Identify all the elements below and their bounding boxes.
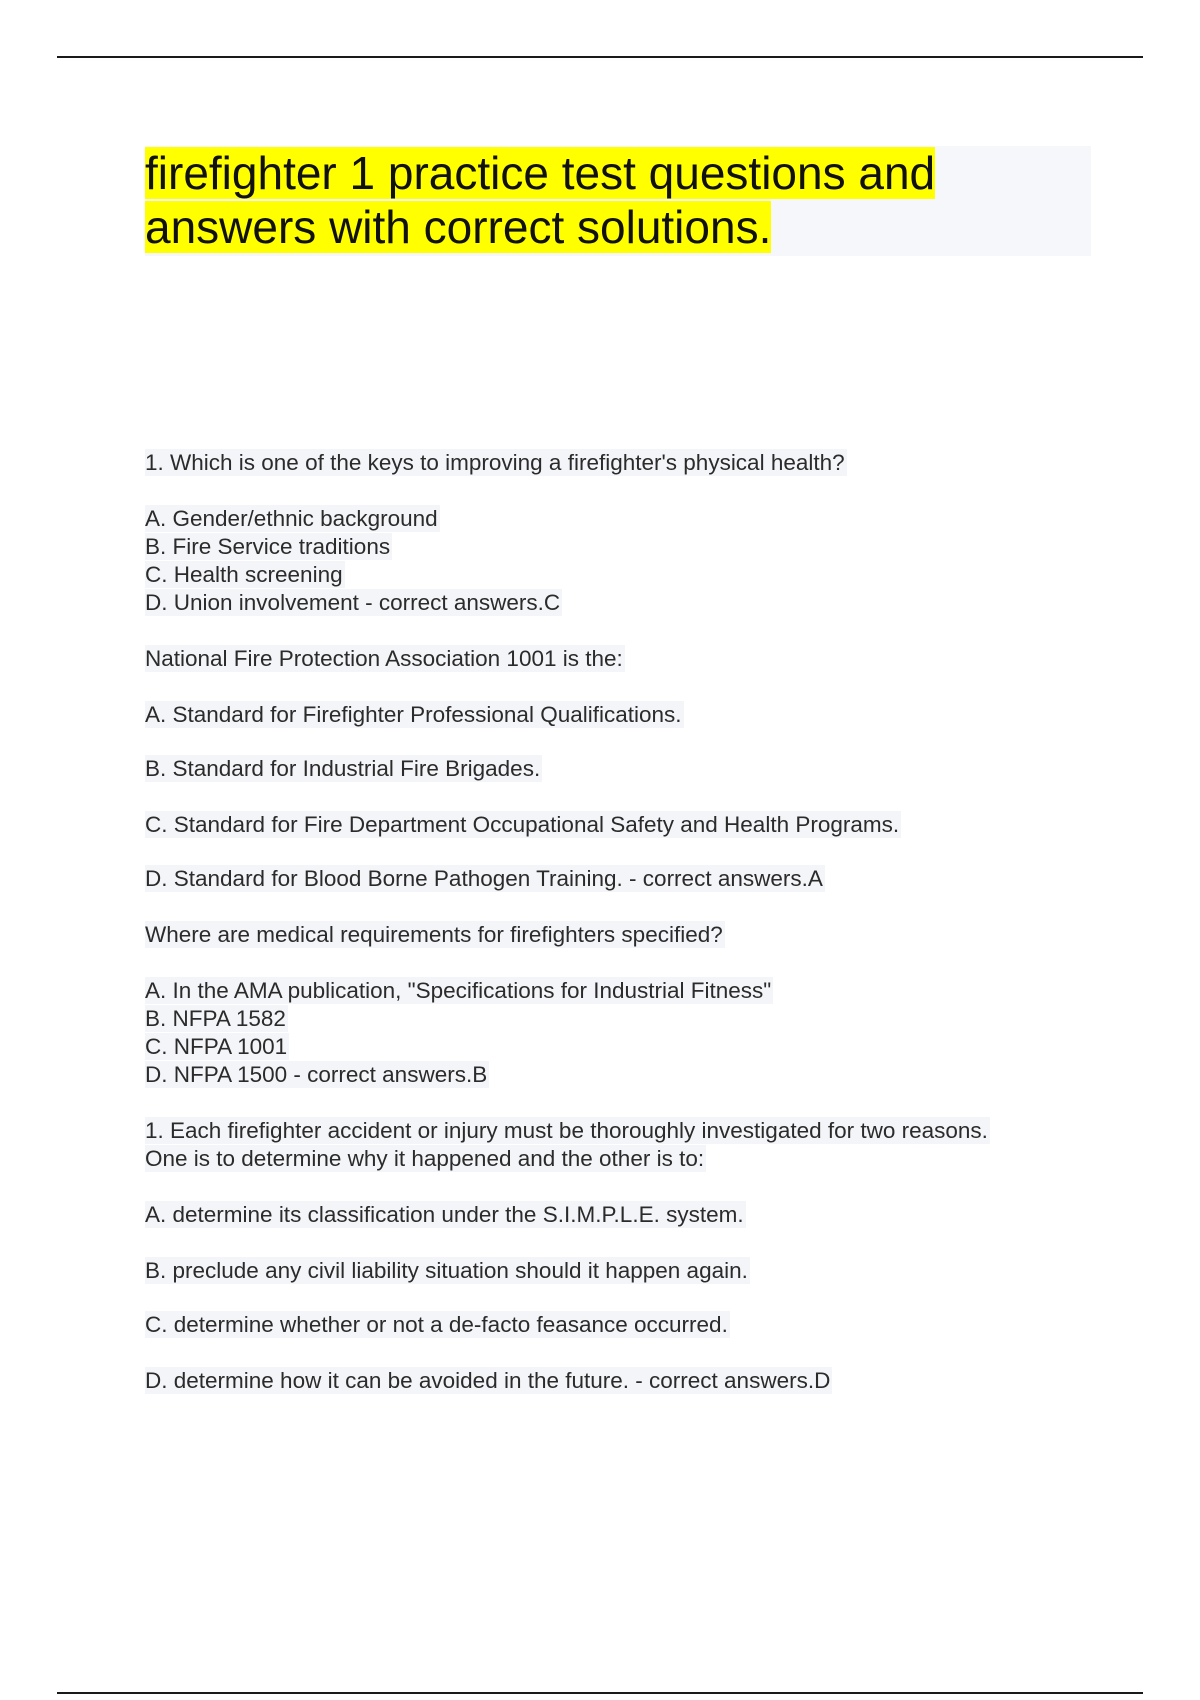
question-4-option-b: B. preclude any civil liability situation should it happen again. <box>145 1258 748 1283</box>
document-body <box>145 449 1091 1395</box>
question-4-option-a: A. determine its classification under the S.I.M.P.L.E. system. <box>145 1202 744 1227</box>
question-1-option-c: C. Health screening <box>145 562 343 587</box>
question-3-option-c: C. NFPA 1001 <box>145 1034 288 1059</box>
question-1-stem: 1. Which is one of the keys to improving a firefighter's physical health? <box>145 450 845 475</box>
question-1-option-a: A. Gender/ethnic background <box>145 506 438 531</box>
title-block <box>145 146 1091 256</box>
question-4-option-d: D. determine how it can be avoided in the future. - correct answers.D <box>145 1368 831 1393</box>
question-2 <box>145 645 1091 893</box>
document-title <box>145 146 1091 254</box>
question-1 <box>145 449 1091 617</box>
question-3 <box>145 921 1091 1089</box>
question-4-stem-line-1: 1. Each firefighter accident or injury must be thoroughly investigated for two reasons. <box>145 1118 988 1143</box>
question-4-stem-line-2: One is to determine why it happened and the other is to: <box>145 1146 705 1171</box>
question-1-option-d: D. Union involvement - correct answers.C <box>145 590 561 615</box>
footer-rule <box>57 1692 1143 1694</box>
question-2-option-d: D. Standard for Blood Borne Pathogen Training. - correct answers.A <box>145 866 823 891</box>
question-4-option-c: C. determine whether or not a de-facto feasance occurred. <box>145 1312 728 1337</box>
question-2-stem: National Fire Protection Association 1001 is the: <box>145 646 623 671</box>
question-2-option-b: B. Standard for Industrial Fire Brigades. <box>145 756 541 781</box>
question-4 <box>145 1117 1091 1395</box>
question-2-option-a: A. Standard for Firefighter Professional Qualifications. <box>145 702 682 727</box>
question-3-stem: Where are medical requirements for firefighters specified? <box>145 922 723 947</box>
header-rule <box>57 56 1143 58</box>
question-3-option-d: D. NFPA 1500 - correct answers.B <box>145 1062 488 1087</box>
question-3-option-a: A. In the AMA publication, "Specifications for Industrial Fitness" <box>145 978 772 1003</box>
title-line-2: answers with correct solutions. <box>145 201 772 253</box>
question-3-option-b: B. NFPA 1582 <box>145 1006 286 1031</box>
question-2-option-c: C. Standard for Fire Department Occupational Safety and Health Programs. <box>145 812 900 837</box>
question-1-option-b: B. Fire Service traditions <box>145 534 391 559</box>
title-line-1: firefighter 1 practice test questions and <box>145 147 936 199</box>
